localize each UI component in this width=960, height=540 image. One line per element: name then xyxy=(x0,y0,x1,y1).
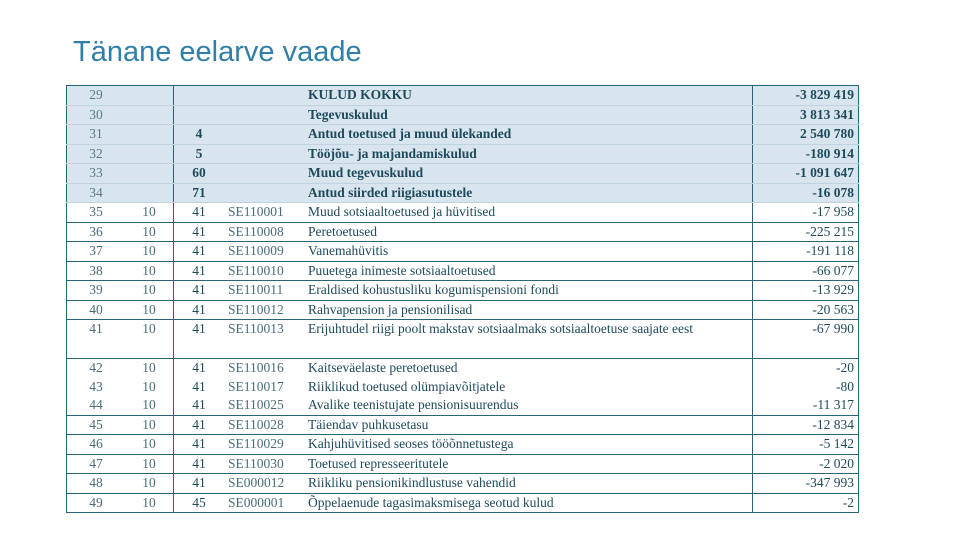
name-cell: Riiklikud toetused olümpiavõitjatele xyxy=(308,378,506,394)
row-number: 33 xyxy=(67,164,126,184)
name-cell: Erijuhtudel riigi poolt makstav sotsiaalmaks sotsiaaltoetuse saajate eest xyxy=(304,320,753,359)
code-cell: SE110028 xyxy=(224,415,304,435)
row-number: 49 xyxy=(67,493,126,513)
table-row xyxy=(67,493,859,513)
column-a xyxy=(125,125,174,145)
column-b: 41 xyxy=(174,203,225,223)
name-cell: Puuetega inimeste sotsiaaltoetused xyxy=(304,261,753,281)
column-b: 41 xyxy=(174,378,225,397)
code-cell xyxy=(224,105,304,125)
column-b: 41 xyxy=(174,222,225,242)
code-cell: SE110012 xyxy=(224,300,304,320)
column-a: 10 xyxy=(125,203,174,223)
value-cell: -347 993 xyxy=(753,474,859,494)
budget-table xyxy=(66,85,859,513)
table-row xyxy=(67,474,859,494)
column-b: 41 xyxy=(174,415,225,435)
row-number: 39 xyxy=(67,281,126,301)
value-cell: -20 xyxy=(753,359,859,378)
code-cell xyxy=(224,86,304,106)
name-cell: Tegevuskulud xyxy=(304,105,753,125)
name-cell: Muud sotsiaaltoetused ja hüvitised xyxy=(304,203,753,223)
code-cell: SE000012 xyxy=(224,474,304,494)
column-b xyxy=(174,105,225,125)
value-cell: -80 xyxy=(753,378,859,397)
code-cell xyxy=(224,164,304,184)
column-a: 10 xyxy=(125,474,174,494)
row-number: 46 xyxy=(67,435,126,455)
table-row xyxy=(67,281,859,301)
row-number: 37 xyxy=(67,242,126,262)
column-a xyxy=(125,86,174,106)
column-b: 4 xyxy=(174,125,225,145)
column-b: 41 xyxy=(174,320,225,359)
table-row xyxy=(67,435,859,455)
row-number: 43 xyxy=(67,378,126,397)
column-a xyxy=(125,144,174,164)
code-cell: SE110013 xyxy=(224,320,304,359)
name-cell: Täiendav puhkusetasu xyxy=(304,415,753,435)
table-row xyxy=(67,164,859,184)
code-cell: SE110017 xyxy=(228,378,284,394)
column-b: 41 xyxy=(174,359,225,378)
code-cell: SE110016 xyxy=(228,360,284,375)
column-b: 41 xyxy=(174,454,225,474)
code-cell: SE110011 xyxy=(224,281,304,301)
column-b: 60 xyxy=(174,164,225,184)
table-row xyxy=(67,203,859,223)
row-number: 44 xyxy=(67,396,126,415)
name-cell: Eraldised kohustusliku kogumispensioni fondi xyxy=(304,281,753,301)
code-cell: SE110030 xyxy=(224,454,304,474)
code-cell: SE110025 xyxy=(224,396,304,415)
row-number: 34 xyxy=(67,183,126,203)
value-cell: -13 929 xyxy=(753,281,859,301)
row-number: 29 xyxy=(67,86,126,106)
row-number: 36 xyxy=(67,222,126,242)
row-number: 32 xyxy=(67,144,126,164)
column-b: 45 xyxy=(174,493,225,513)
column-b xyxy=(174,86,225,106)
code-cell: SE110010 xyxy=(224,261,304,281)
column-a: 10 xyxy=(125,300,174,320)
value-cell: -1 091 647 xyxy=(753,164,859,184)
column-a xyxy=(125,164,174,184)
row-number: 35 xyxy=(67,203,126,223)
table-row xyxy=(67,300,859,320)
value-cell: -3 829 419 xyxy=(753,86,859,106)
table-row xyxy=(67,261,859,281)
value-cell: -17 958 xyxy=(753,203,859,223)
name-cell: Kaitseväelaste peretoetused xyxy=(308,360,458,375)
row-number: 42 xyxy=(67,359,126,378)
value-cell: -12 834 xyxy=(753,415,859,435)
name-cell: Avalike teenistujate pensionisuurendus xyxy=(304,396,753,415)
row-number: 47 xyxy=(67,454,126,474)
code-cell xyxy=(224,125,304,145)
table-row xyxy=(67,396,859,415)
code-cell: SE110029 xyxy=(224,435,304,455)
row-number: 30 xyxy=(67,105,126,125)
column-a: 10 xyxy=(125,222,174,242)
column-a: 10 xyxy=(125,415,174,435)
name-cell: Rahvapension ja pensionilisad xyxy=(304,300,753,320)
column-b: 71 xyxy=(174,183,225,203)
value-cell: -5 142 xyxy=(753,435,859,455)
name-cell: Vanemahüvitis xyxy=(304,242,753,262)
row-number: 31 xyxy=(67,125,126,145)
code-cell: SE110009 xyxy=(224,242,304,262)
name-cell: Riikliku pensionikindlustuse vahendid xyxy=(304,474,753,494)
column-b: 41 xyxy=(174,261,225,281)
column-a: 10 xyxy=(125,320,174,359)
value-cell: -11 317 xyxy=(753,396,859,415)
table-row xyxy=(67,378,859,397)
value-cell: -225 215 xyxy=(753,222,859,242)
table-row xyxy=(67,454,859,474)
row-number: 48 xyxy=(67,474,126,494)
table-row xyxy=(67,242,859,262)
name-cell: Kahjuhüvitised seoses tööõnnetustega xyxy=(304,435,753,455)
value-cell: -16 078 xyxy=(753,183,859,203)
column-a: 10 xyxy=(142,360,156,375)
value-cell: -180 914 xyxy=(753,144,859,164)
value-cell: -66 077 xyxy=(753,261,859,281)
code-cell: SE110001 xyxy=(224,203,304,223)
column-a: 10 xyxy=(125,435,174,455)
column-a xyxy=(125,183,174,203)
table-row xyxy=(67,183,859,203)
value-cell: -191 118 xyxy=(753,242,859,262)
row-number: 41 xyxy=(67,320,126,359)
name-cell: KULUD KOKKU xyxy=(304,86,753,106)
table-row xyxy=(67,320,859,359)
table-row xyxy=(67,105,859,125)
column-b: 5 xyxy=(174,144,225,164)
value-cell: 3 813 341 xyxy=(753,105,859,125)
table-row xyxy=(67,359,859,378)
column-a: 10 xyxy=(125,396,174,415)
value-cell: 2 540 780 xyxy=(753,125,859,145)
value-cell: -67 990 xyxy=(753,320,859,359)
name-cell: Tööjõu- ja majandamiskulud xyxy=(304,144,753,164)
column-a: 10 xyxy=(125,242,174,262)
code-cell: SE110008 xyxy=(224,222,304,242)
row-number: 45 xyxy=(67,415,126,435)
row-number: 38 xyxy=(67,261,126,281)
column-b: 41 xyxy=(174,300,225,320)
code-cell xyxy=(224,183,304,203)
page-title: Tänane eelarve vaade xyxy=(73,36,362,68)
name-cell: Õppelaenude tagasimaksmisega seotud kulud xyxy=(304,493,753,513)
name-cell: Antud toetused ja muud ülekanded xyxy=(304,125,753,145)
value-cell: -20 563 xyxy=(753,300,859,320)
value-cell: -2 020 xyxy=(753,454,859,474)
column-a: 10 xyxy=(125,261,174,281)
column-b: 41 xyxy=(174,474,225,494)
column-b: 41 xyxy=(174,435,225,455)
row-number: 40 xyxy=(67,300,126,320)
code-cell: SE000001 xyxy=(224,493,304,513)
code-cell xyxy=(224,144,304,164)
column-a: 10 xyxy=(142,378,156,394)
column-a: 10 xyxy=(125,281,174,301)
table-row xyxy=(67,222,859,242)
column-a xyxy=(125,105,174,125)
table-row xyxy=(67,415,859,435)
table-row xyxy=(67,86,859,106)
table-row xyxy=(67,125,859,145)
name-cell: Toetused represseeritutele xyxy=(304,454,753,474)
name-cell: Antud siirded riigiasutustele xyxy=(304,183,753,203)
column-a: 10 xyxy=(125,454,174,474)
name-cell: Peretoetused xyxy=(304,222,753,242)
column-b: 41 xyxy=(174,396,225,415)
column-b: 41 xyxy=(174,281,225,301)
table-row xyxy=(67,144,859,164)
name-cell: Muud tegevuskulud xyxy=(304,164,753,184)
column-a: 10 xyxy=(125,493,174,513)
value-cell: -2 xyxy=(753,493,859,513)
column-b: 41 xyxy=(174,242,225,262)
